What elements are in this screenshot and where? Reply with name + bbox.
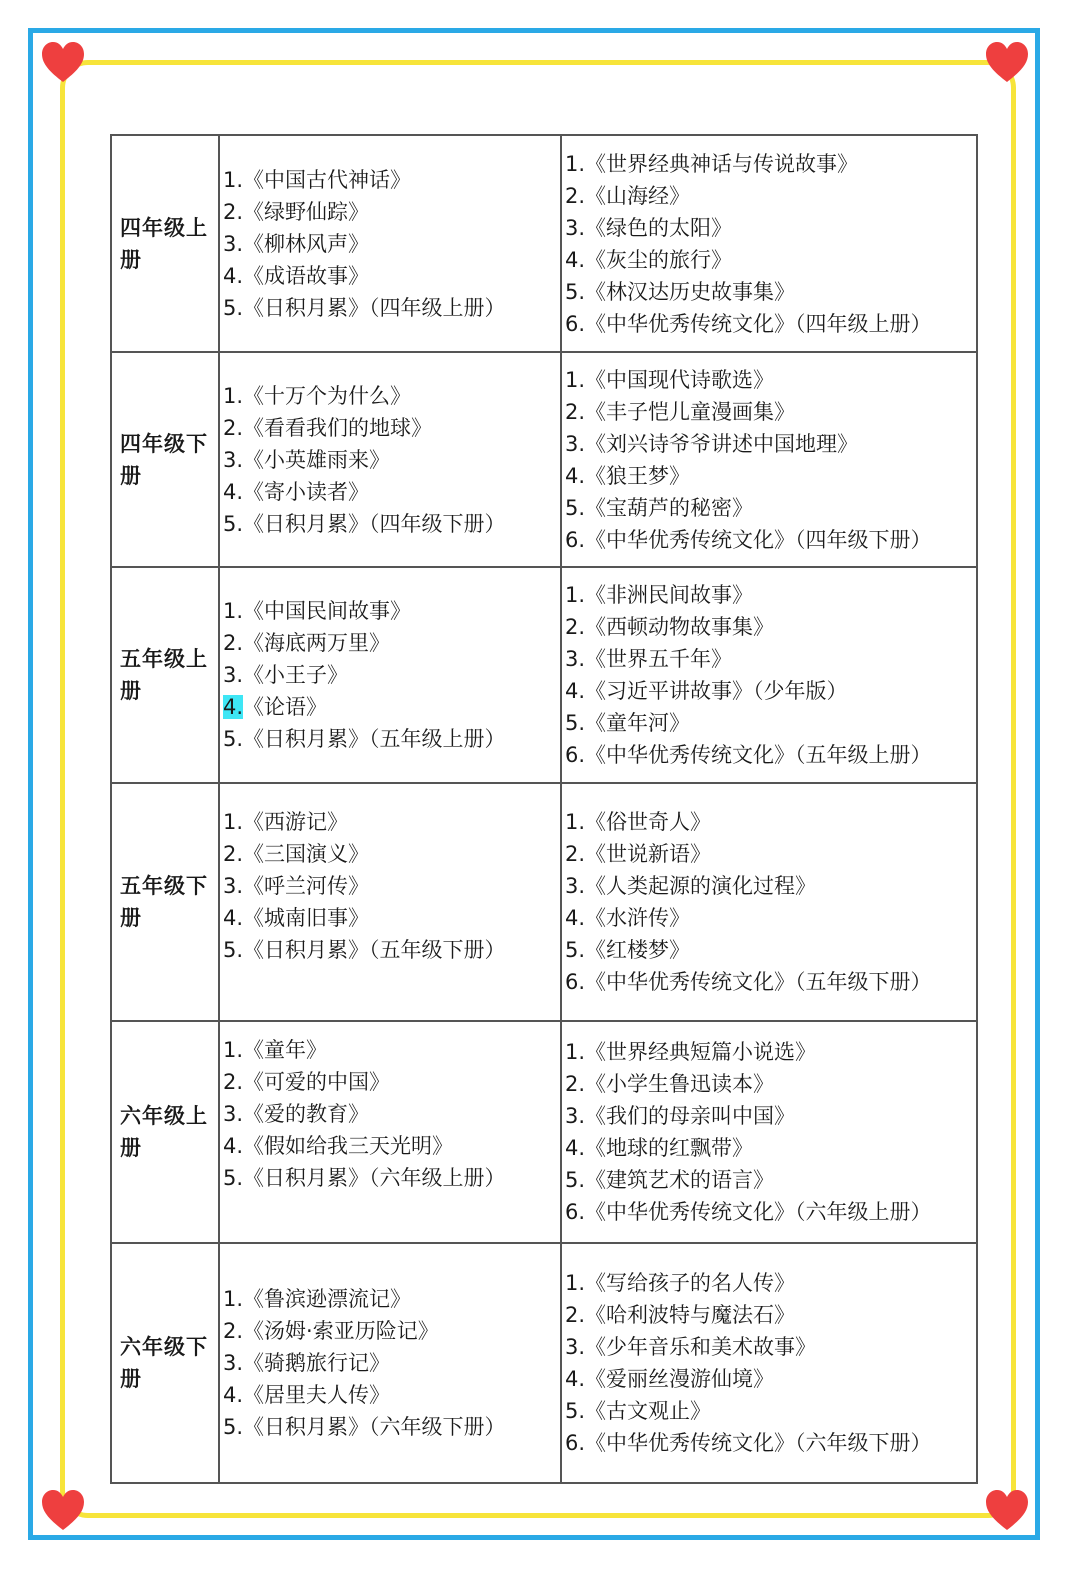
list-item: 1.《童年》	[223, 1038, 328, 1062]
list-item: 2.《可爱的中国》	[223, 1070, 391, 1094]
reading-list-table	[110, 134, 978, 1484]
list-item: 6.《中华优秀传统文化》（五年级上册）	[565, 743, 932, 767]
list-item: 2.《西顿动物故事集》	[565, 615, 775, 639]
list-item: 4.《寄小读者》	[223, 479, 370, 504]
optional-books	[561, 135, 977, 352]
list-item: 1.《中国民间故事》	[223, 599, 412, 623]
list-item: 1.《中国古代神话》	[223, 167, 412, 192]
list-item: 4.《狼王梦》	[565, 463, 691, 488]
highlighted-number: 4.	[223, 695, 244, 719]
list-item: 3.《少年音乐和美术故事》	[565, 1335, 817, 1359]
list-item: 4.《地球的红飘带》	[565, 1136, 754, 1160]
table-row	[111, 135, 977, 352]
list-item: 4.《习近平讲故事》（少年版）	[565, 679, 848, 703]
list-item: 5.《建筑艺术的语言》	[565, 1168, 775, 1192]
list-item: 4.《居里夫人传》	[223, 1383, 391, 1407]
optional-books	[561, 567, 977, 783]
list-item: 1.《写给孩子的名人传》	[565, 1271, 796, 1295]
list-item: 4.《假如给我三天光明》	[223, 1134, 454, 1158]
table-row	[111, 352, 977, 567]
list-item: 5.《日积月累》（五年级上册）	[223, 727, 506, 751]
list-item: 2.《世说新语》	[565, 842, 712, 866]
list-item: 5.《日积月累》（四年级下册）	[223, 511, 506, 536]
list-item: 1.《中国现代诗歌选》	[565, 367, 775, 392]
list-item: 3.《绿色的太阳》	[565, 215, 733, 240]
optional-books	[561, 1243, 977, 1483]
list-item: 5.《林汉达历史故事集》	[565, 279, 796, 304]
table-row	[111, 1243, 977, 1483]
list-item: 3.《刘兴诗爷爷讲述中国地理》	[565, 431, 859, 456]
required-books	[219, 783, 561, 1021]
list-item: 3.《呼兰河传》	[223, 874, 370, 898]
grade-label: 五年级上册	[111, 567, 219, 783]
list-item: 1.《十万个为什么》	[223, 383, 412, 408]
optional-books	[561, 783, 977, 1021]
required-books	[219, 135, 561, 352]
list-item: 6.《中华优秀传统文化》（四年级上册）	[565, 311, 932, 336]
list-item: 5.《红楼梦》	[565, 938, 691, 962]
list-item: 3.《世界五千年》	[565, 647, 733, 671]
list-item: 6.《中华优秀传统文化》（六年级上册）	[565, 1200, 932, 1224]
list-item: 4.《城南旧事》	[223, 906, 370, 930]
list-item: 5.《古文观止》	[565, 1399, 712, 1423]
list-item: 4.《爱丽丝漫游仙境》	[565, 1367, 775, 1391]
list-item: 5.《日积月累》（六年级下册）	[223, 1415, 506, 1439]
list-item: 2.《哈利波特与魔法石》	[565, 1303, 796, 1327]
list-item: 5.《日积月累》（四年级上册）	[223, 295, 506, 320]
heart-icon	[40, 1488, 86, 1532]
list-item: 1.《俗世奇人》	[565, 810, 712, 834]
list-item: 2.《三国演义》	[223, 842, 370, 866]
list-item: 2.《看看我们的地球》	[223, 415, 433, 440]
optional-books	[561, 352, 977, 567]
list-item: 3.《人类起源的演化过程》	[565, 874, 817, 898]
list-item highlighted-item	[223, 691, 556, 723]
list-item: 4.《成语故事》	[223, 263, 370, 288]
list-item: 3.《我们的母亲叫中国》	[565, 1104, 796, 1128]
required-books	[219, 567, 561, 783]
list-item: 5.《日积月累》（六年级上册）	[223, 1166, 506, 1190]
grade-label: 六年级下册	[111, 1243, 219, 1483]
table-row	[111, 567, 977, 783]
list-item: 5.《日积月累》（五年级下册）	[223, 938, 506, 962]
list-item: 2.《丰子恺儿童漫画集》	[565, 399, 796, 424]
list-item: 1.《西游记》	[223, 810, 349, 834]
list-item: 6.《中华优秀传统文化》（五年级下册）	[565, 970, 932, 994]
list-item: 2.《山海经》	[565, 183, 691, 208]
list-item: 1.《世界经典神话与传说故事》	[565, 151, 859, 176]
list-item: 5.《宝葫芦的秘密》	[565, 495, 754, 520]
grade-label: 四年级下册	[111, 352, 219, 567]
list-item: 1.《鲁滨逊漂流记》	[223, 1287, 412, 1311]
list-item: 3.《小英雄雨来》	[223, 447, 391, 472]
table-row	[111, 1021, 977, 1243]
grade-label: 六年级上册	[111, 1021, 219, 1243]
list-item-text: 《论语》	[243, 695, 328, 719]
list-item: 5.《童年河》	[565, 711, 691, 735]
list-item: 3.《小王子》	[223, 663, 349, 687]
grade-label: 四年级上册	[111, 135, 219, 352]
required-books	[219, 1243, 561, 1483]
list-item: 2.《小学生鲁迅读本》	[565, 1072, 775, 1096]
list-item: 2.《海底两万里》	[223, 631, 391, 655]
list-item: 4.《水浒传》	[565, 906, 691, 930]
heart-icon	[984, 40, 1030, 84]
list-item: 3.《柳林风声》	[223, 231, 370, 256]
table-row	[111, 783, 977, 1021]
heart-icon	[984, 1488, 1030, 1532]
list-item: 1.《非洲民间故事》	[565, 583, 754, 607]
list-item: 3.《骑鹅旅行记》	[223, 1351, 391, 1375]
optional-books	[561, 1021, 977, 1243]
list-item: 2.《绿野仙踪》	[223, 199, 370, 224]
list-item: 2.《汤姆·索亚历险记》	[223, 1319, 439, 1343]
grade-label: 五年级下册	[111, 783, 219, 1021]
list-item: 6.《中华优秀传统文化》（六年级下册）	[565, 1431, 932, 1455]
required-books	[219, 1021, 561, 1243]
required-books	[219, 352, 561, 567]
list-item: 6.《中华优秀传统文化》（四年级下册）	[565, 527, 932, 552]
heart-icon	[40, 40, 86, 84]
list-item: 3.《爱的教育》	[223, 1102, 370, 1126]
list-item: 4.《灰尘的旅行》	[565, 247, 733, 272]
list-item: 1.《世界经典短篇小说选》	[565, 1040, 817, 1064]
